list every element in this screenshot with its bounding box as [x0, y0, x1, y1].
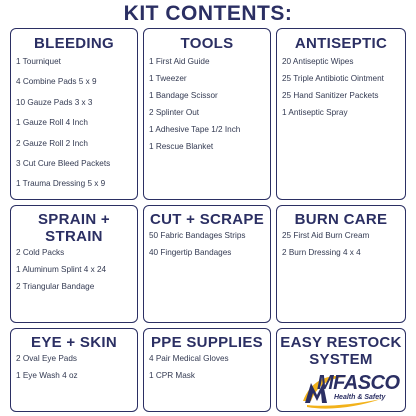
list-item: 1 Adhesive Tape 1/2 Inch — [149, 125, 241, 134]
card-heading: SPRAIN + STRAIN — [37, 211, 110, 245]
list-item: 1 Gauze Roll 4 Inch — [16, 118, 88, 128]
item-list — [277, 57, 405, 117]
card-burn-care — [276, 205, 406, 323]
list-item: 10 Gauze Pads 3 x 3 — [16, 97, 93, 107]
card-heading: BLEEDING — [34, 35, 114, 52]
card-heading: CUT + SCRAPE — [149, 211, 265, 228]
list-item: 1 CPR Mask — [149, 371, 195, 380]
list-item: 2 Cold Packs — [16, 248, 65, 257]
heading-line-2: SYSTEM — [309, 351, 373, 368]
card-heading: EYE + SKIN — [31, 334, 117, 351]
list-item: 25 Hand Sanitizer Packets — [282, 91, 379, 100]
list-item: 2 Oval Eye Pads — [16, 354, 77, 363]
card-cut-scrape — [143, 205, 271, 323]
item-list — [277, 231, 405, 257]
item-list — [144, 57, 270, 151]
list-item: 20 Antiseptic Wipes — [282, 57, 354, 66]
item-list — [144, 354, 270, 380]
list-item: 1 Tweezer — [149, 74, 187, 83]
list-item: 1 First Aid Guide — [149, 57, 210, 66]
card-eye-skin — [10, 328, 138, 412]
list-item: 1 Trauma Dressing 5 x 9 — [16, 179, 106, 189]
card-heading: PPE SUPPLIES — [151, 334, 263, 351]
card-heading — [277, 334, 405, 368]
list-item: 4 Combine Pads 5 x 9 — [16, 77, 97, 87]
item-list — [144, 231, 270, 257]
list-item: 1 Rescue Blanket — [149, 142, 214, 151]
list-item: 1 Tourniquet — [16, 57, 61, 66]
mfasco-logo — [301, 371, 400, 411]
list-item: 1 Bandage Scissor — [149, 91, 218, 100]
card-easy-restock — [276, 328, 406, 412]
logo-wordmark: MFASCO — [317, 372, 400, 394]
logo-tagline: Health & Safety — [334, 394, 386, 401]
list-item: 3 Cut Cure Bleed Packets — [16, 158, 111, 168]
card-sprain-strain — [10, 205, 138, 323]
page-title: KIT CONTENTS: — [123, 2, 293, 25]
card-antiseptic — [276, 28, 406, 200]
card-ppe-supplies — [143, 328, 271, 412]
list-item: 25 First Aid Burn Cream — [282, 231, 370, 240]
list-item: 2 Triangular Bandage — [16, 282, 95, 291]
list-item: 1 Aluminum Splint 4 x 24 — [16, 265, 107, 274]
list-item: 25 Triple Antibiotic Ointment — [282, 74, 384, 83]
list-item: 2 Gauze Roll 2 Inch — [16, 138, 88, 148]
item-list — [11, 57, 137, 188]
list-item: 2 Splinter Out — [149, 108, 200, 117]
list-item: 2 Burn Dressing 4 x 4 — [282, 248, 361, 257]
card-tools — [143, 28, 271, 200]
card-heading: ANTISEPTIC — [294, 35, 388, 52]
card-heading: TOOLS — [180, 35, 234, 52]
heading-line-1: EASY RESTOCK — [280, 334, 402, 351]
list-item: 1 Eye Wash 4 oz — [16, 371, 78, 380]
list-item: 4 Pair Medical Gloves — [149, 354, 229, 363]
card-bleeding — [10, 28, 138, 200]
list-item: 50 Fabric Bandages Strips — [149, 231, 246, 240]
item-list — [11, 248, 137, 291]
item-list — [11, 354, 137, 380]
card-heading: BURN CARE — [294, 211, 388, 228]
list-item: 40 Fingertip Bandages — [149, 248, 232, 257]
list-item: 1 Antiseptic Spray — [282, 108, 348, 117]
